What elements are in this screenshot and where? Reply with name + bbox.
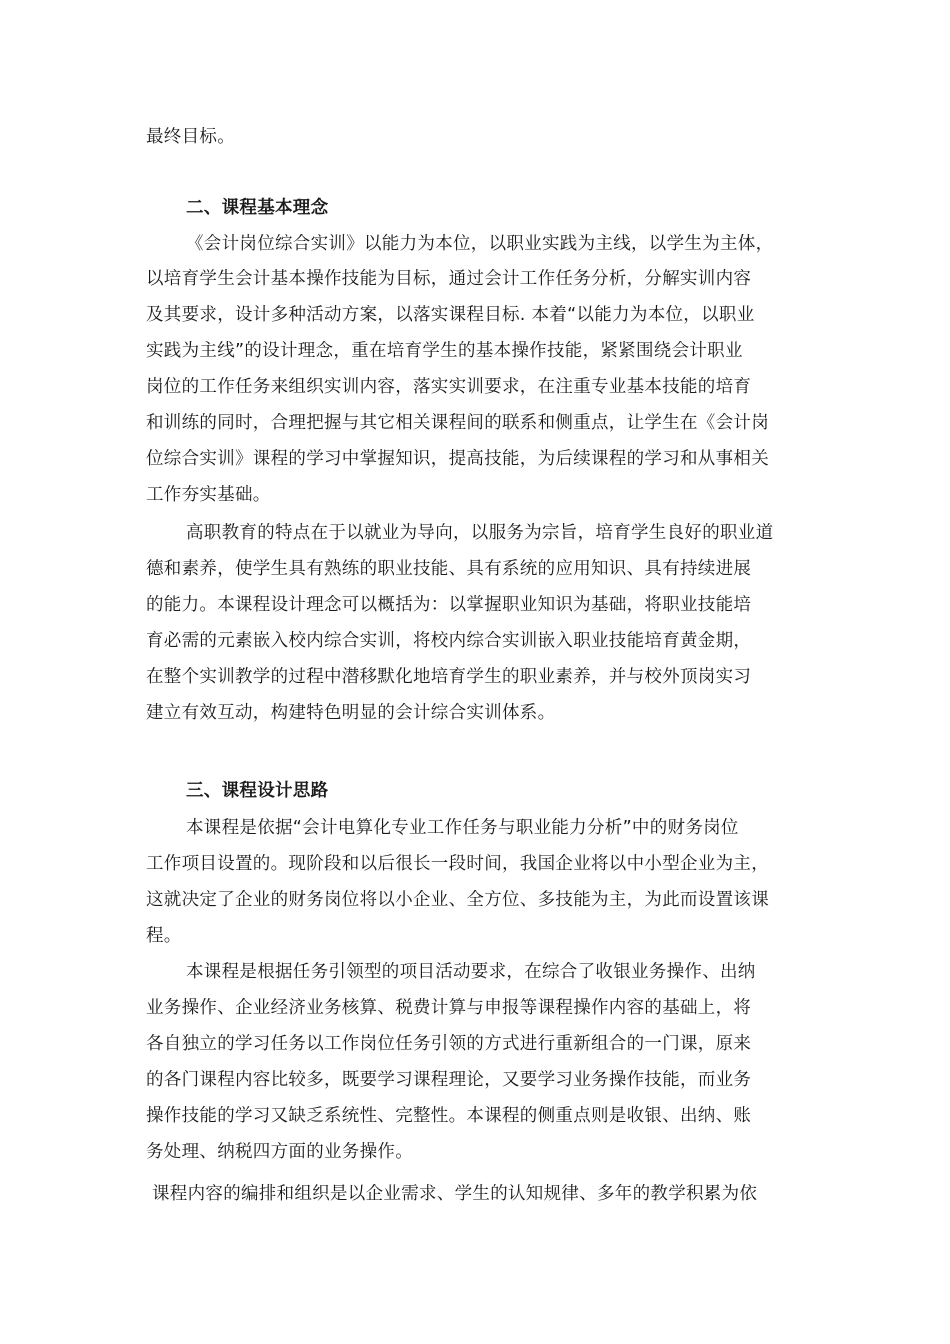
text-line: 及其要求，设计多种活动方案，以落实课程目标. 本着“以能力为本位，以职业 — [146, 305, 755, 325]
text-line: 高职教育的特点在于以就业为导向，以服务为宗旨，培育学生良好的职业道 — [186, 523, 774, 543]
text-line: 育必需的元素嵌入校内综合实训，将校内综合实训嵌入职业技能培育黄金期， — [146, 631, 752, 651]
text-line: 实践为主线”的设计理念，重在培育学生的基本操作技能，紧紧围绕会计职业 — [146, 341, 743, 361]
text-line: 课程内容的编排和组织是以企业需求、学生的认知规律、多年的教学积累为依 — [152, 1184, 758, 1204]
text-line: 《会计岗位综合实训》以能力为本位，以职业实践为主线，以学生为主体， — [186, 234, 774, 254]
text-line: 这就决定了企业的财务岗位将以小企业、全方位、多技能为主，为此而设置该课 — [146, 890, 769, 910]
text-line: 本课程是依据“会计电算化专业工作任务与职业能力分析”中的财务岗位 — [186, 818, 739, 838]
section-heading: 三、课程设计思路 — [186, 781, 329, 801]
text-line: 德和素养，使学生具有熟练的职业技能、具有系统的应用知识、具有持续进展 — [146, 559, 752, 579]
text-line: 各自独立的学习任务以工作岗位任务引领的方式进行重新组合的一门课，原来 — [146, 1034, 752, 1054]
text-line: 在整个实训教学的过程中潜移默化地培育学生的职业素养，并与校外顶岗实习 — [146, 667, 752, 687]
text-line: 和训练的同时，合理把握与其它相关课程间的联系和侧重点，让学生在《会计岗 — [146, 413, 769, 433]
text-line: 务处理、纳税四方面的业务操作。 — [146, 1142, 413, 1162]
text-line: 位综合实训》课程的学习中掌握知识，提高技能，为后续课程的学习和从事相关 — [146, 449, 769, 469]
text-line: 的能力。本课程设计理念可以概括为：以掌握职业知识为基础，将职业技能培 — [146, 595, 752, 615]
text-line: 程。 — [146, 926, 182, 946]
text-line: 工作夯实基础。 — [146, 485, 271, 505]
text-line: 最终目标。 — [146, 127, 235, 147]
text-line: 业务操作、企业经济业务核算、税费计算与申报等课程操作内容的基础上，将 — [146, 998, 752, 1018]
text-line: 的各门课程内容比较多，既要学习课程理论，又要学习业务操作技能，而业务 — [146, 1070, 752, 1090]
section-heading: 二、课程基本理念 — [186, 198, 329, 218]
text-line: 以培育学生会计基本操作技能为目标，通过会计工作任务分析，分解实训内容 — [146, 269, 752, 289]
text-line: 岗位的工作任务来组织实训内容，落实实训要求，在注重专业基本技能的培育 — [146, 377, 752, 397]
text-line: 本课程是根据任务引领型的项目活动要求，在综合了收银业务操作、出纳 — [186, 962, 756, 982]
text-line: 工作项目设置的。现阶段和以后很长一段时间，我国企业将以中小型企业为主， — [146, 854, 769, 874]
text-line: 操作技能的学习又缺乏系统性、完整性。本课程的侧重点则是收银、出纳、账 — [146, 1106, 752, 1126]
text-line: 建立有效互动，构建特色明显的会计综合实训体系。 — [146, 703, 556, 723]
